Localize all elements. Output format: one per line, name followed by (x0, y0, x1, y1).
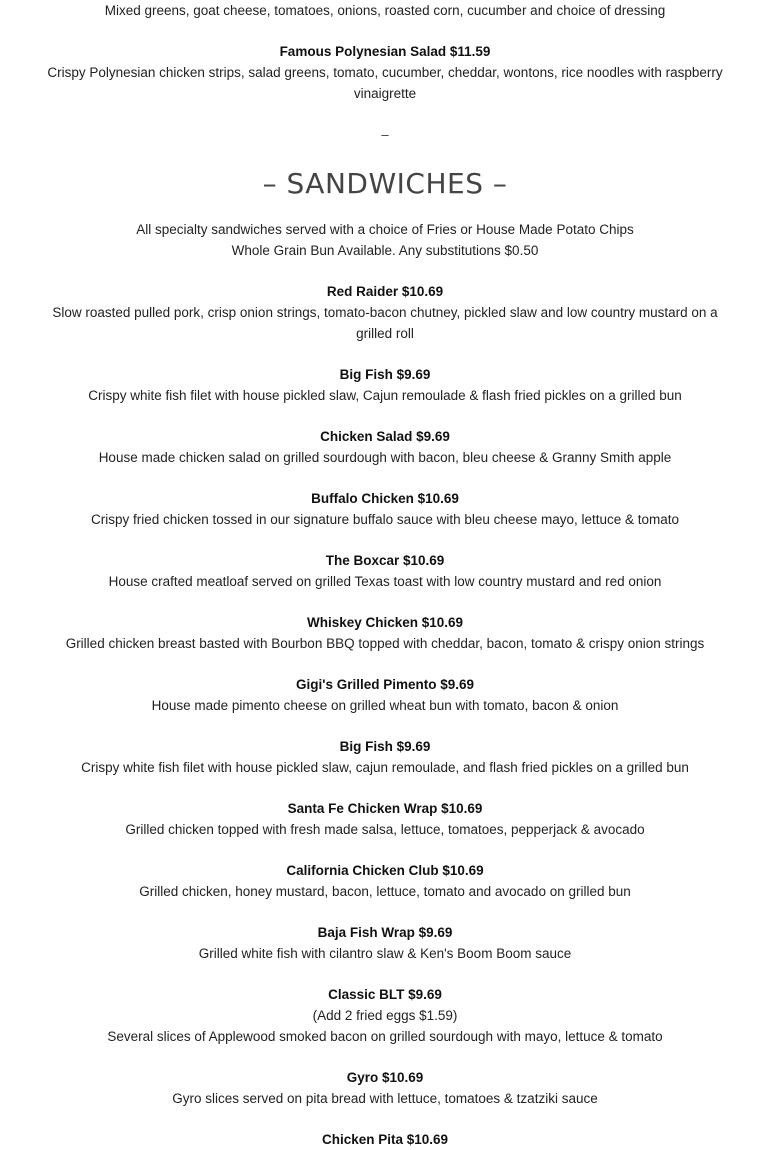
menu-item-desc: Gyro slices served on pita bread with lettuce, tomatoes & tzatziki sauce (172, 1091, 598, 1106)
sandwich-list (0, 281, 770, 1150)
menu-item-title: Gigi's Grilled Pimento $9.69 (295, 677, 475, 692)
menu-item-california-chicken-club (0, 860, 770, 902)
menu-item-title: Famous Polynesian Salad $11.59 (279, 44, 491, 59)
menu-item-big-fish (0, 364, 770, 406)
menu-item-title: Chicken Pita $10.69 (321, 1132, 449, 1147)
menu-item-big-fish-2 (0, 736, 770, 778)
menu-item-gyro (0, 1067, 770, 1109)
menu-item-title: Classic BLT $9.69 (328, 987, 442, 1002)
menu-item-desc: Grilled white fish with cilantro slaw & Ken's Boom Boom sauce (198, 946, 572, 961)
section-heading-sandwiches: – SANDWICHES – (262, 167, 508, 200)
menu-item-title: Buffalo Chicken $10.69 (311, 491, 459, 506)
menu-item-title: Big Fish $9.69 (339, 367, 431, 382)
sandwiches-intro-line: Whole Grain Bun Available. Any substitutions $0.50 (231, 243, 539, 258)
menu-item-chicken-pita (0, 1129, 770, 1150)
menu-item-desc: Slow roasted pulled pork, crisp onion strings, tomato-bacon chutney, pickled slaw and low country mustard on a grilled roll (52, 305, 718, 341)
menu-item-title: Baja Fish Wrap $9.69 (317, 925, 453, 940)
menu-item-title: Big Fish $9.69 (339, 739, 431, 754)
menu-item-chicken-salad (0, 426, 770, 468)
menu-item-santa-fe-chicken-wrap (0, 798, 770, 840)
menu-item-desc: Crispy white fish filet with house pickled slaw, cajun remoulade, and flash fried pickles on a grilled bun (81, 760, 689, 775)
menu-item-desc: Grilled chicken, honey mustard, bacon, lettuce, tomato and avocado on grilled bun (139, 884, 631, 899)
menu-item-desc: Several slices of Applewood smoked bacon on grilled sourdough with mayo, lettuce & tomato (107, 1029, 663, 1044)
menu-item-the-boxcar (0, 550, 770, 592)
menu-item-desc: Crispy Polynesian chicken strips, salad greens, tomato, cucumber, cheddar, wontons, rice noodles with raspberry vinaigrette (47, 65, 723, 101)
menu-item-gigis-grilled-pimento (0, 674, 770, 716)
menu-item-title: Whiskey Chicken $10.69 (306, 615, 464, 630)
menu-item-title: Chicken Salad $9.69 (320, 429, 450, 444)
menu-item-title: California Chicken Club $10.69 (286, 863, 484, 878)
salad-item-desc: Mixed greens, goat cheese, tomatoes, onions, roasted corn, cucumber and choice of dressing (104, 3, 666, 18)
menu-item-title: Gyro $10.69 (346, 1070, 424, 1085)
menu-item-baja-fish-wrap (0, 922, 770, 964)
sandwiches-intro (0, 219, 770, 261)
menu-item-desc: House crafted meatloaf served on grilled Texas toast with low country mustard and red onion (108, 574, 662, 589)
menu-item-desc: Grilled chicken breast basted with Bourbon BBQ topped with cheddar, bacon, tomato & crispy onion strings (65, 636, 705, 651)
menu-item-famous-polynesian-salad (0, 41, 770, 104)
menu-item-desc: Crispy white fish filet with house pickled slaw, Cajun remoulade & flash fried pickles on a grilled bun (88, 388, 682, 403)
menu-item-note: (Add 2 fried eggs $1.59) (312, 1008, 458, 1023)
sandwiches-intro-line: All specialty sandwiches served with a choice of Fries or House Made Potato Chips (136, 222, 634, 237)
menu-item-desc: House made chicken salad on grilled sourdough with bacon, bleu cheese & Granny Smith apple (98, 450, 672, 465)
menu-item-title: The Boxcar $10.69 (325, 553, 445, 568)
menu-item-title: Red Raider $10.69 (326, 284, 444, 299)
menu-item-classic-blt (0, 984, 770, 1047)
menu-item-whiskey-chicken (0, 612, 770, 654)
menu-item-desc: Crispy fried chicken tossed in our signature buffalo sauce with bleu cheese mayo, lettuce & tomato (90, 512, 680, 527)
section-divider: – (381, 127, 389, 142)
menu-item-red-raider (0, 281, 770, 344)
menu-item-desc: Grilled chicken topped with fresh made salsa, lettuce, tomatoes, pepperjack & avocado (125, 822, 645, 837)
menu-item-title: Santa Fe Chicken Wrap $10.69 (287, 801, 483, 816)
menu-item-buffalo-chicken (0, 488, 770, 530)
menu-item-desc: House made pimento cheese on grilled wheat bun with tomato, bacon & onion (151, 698, 619, 713)
